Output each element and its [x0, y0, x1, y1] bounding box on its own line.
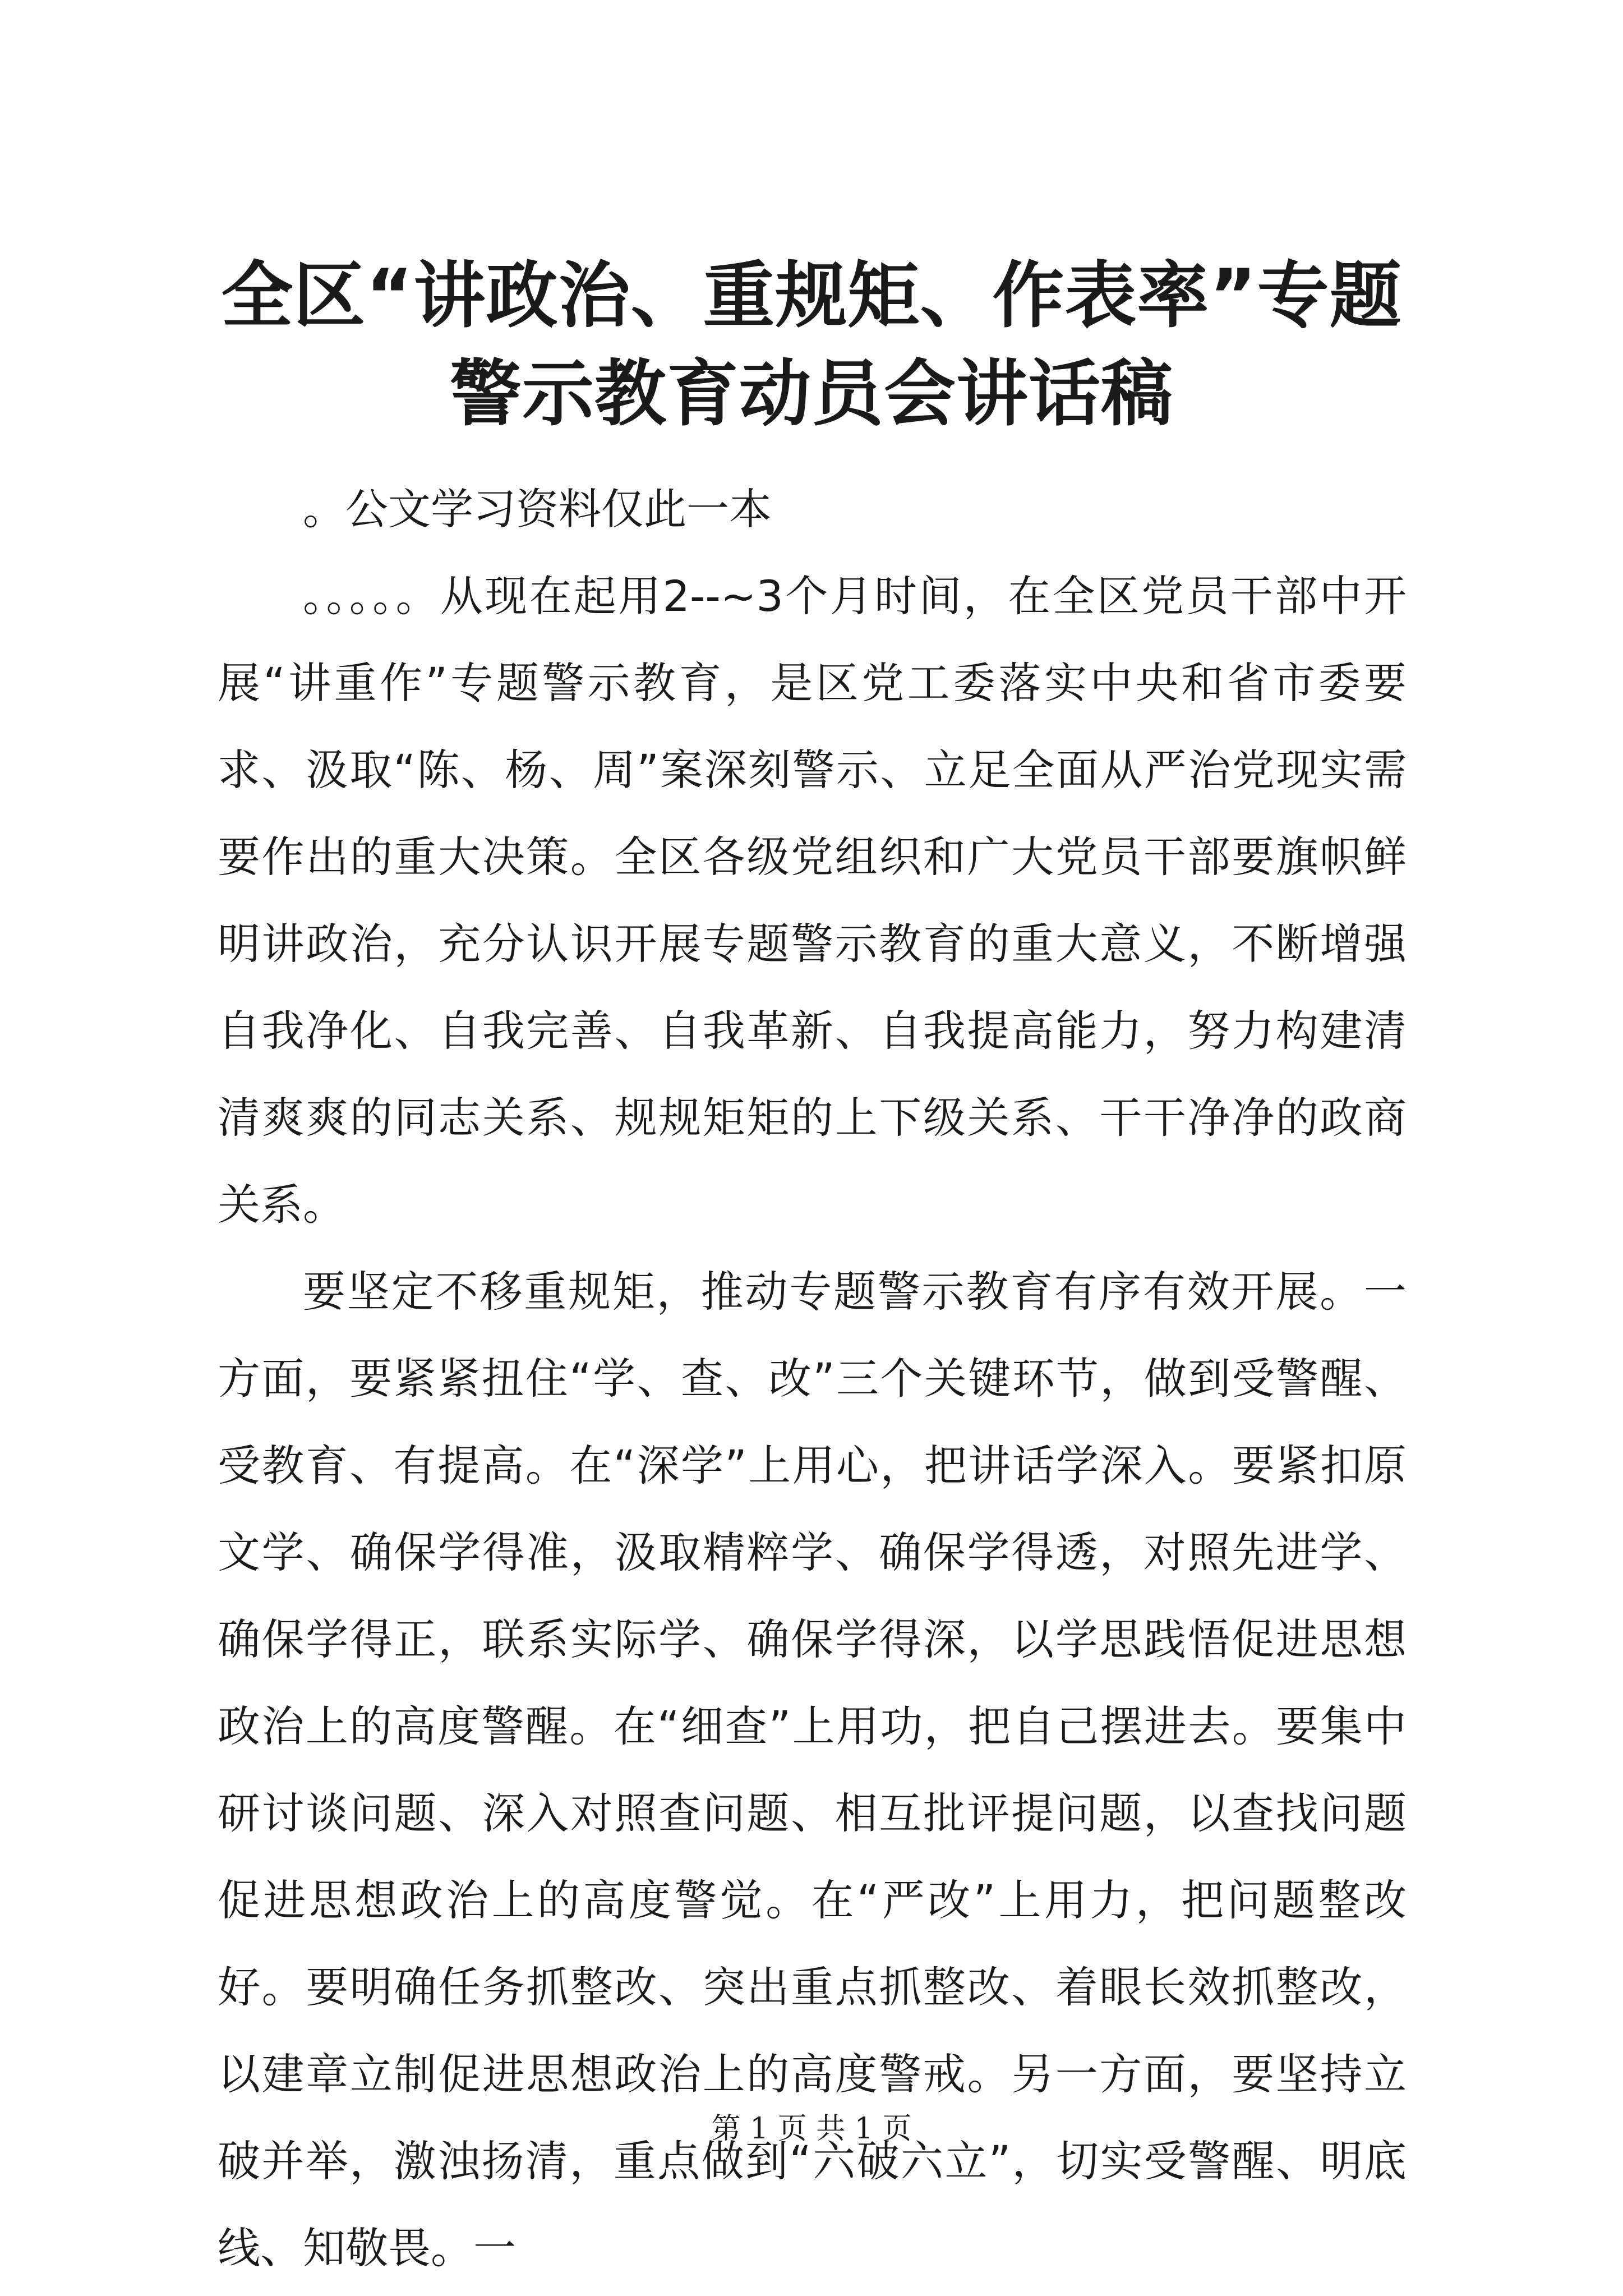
document-body	[218, 466, 1407, 2292]
paragraph-intro: 。。。。。从现在起用2--~3个月时间，在全区党员干部中开展“讲重作”专题警示教育，是区党工委落实中央和省市委要求、汲取“陈、杨、周”案深刻警示、立足全面从严治党现实需要作出的重大决策。全区各级党组织和广大党员干部要旗帜鲜明讲政治，充分认识开展专题警示教育的重大意义，不断增强自我净化、自我完善、自我革新、自我提高能力，努力构建清清爽爽的同志关系、规规矩矩的上下级关系、干干净净的政商关系。	[218, 571, 1407, 1230]
document-title: 全区“讲政治、重规矩、作表率”专题警示教育动员会讲话稿	[221, 254, 1402, 436]
paragraph-note: 。公文学习资料仅此一本	[303, 484, 772, 534]
page-footer: 第 1 页 共 1 页	[711, 2112, 912, 2146]
paragraph-rules: 要坚定不移重规矩，推动专题警示教育有序有效开展。一方面，要紧紧扭住“学、查、改”三个关键环节，做到受警醒、受教育、有提高。在“深学”上用心，把讲话学深入。要紧扣原文学、确保学得准，汲取精粹学、确保学得透，对照先进学、确保学得正，联系实际学、确保学得深，以学思践悟促进思想政治上的高度警醒。在“细查”上用功，把自己摆进去。要集中研讨谈问题、深入对照查问题、相互批评提问题，以查找问题促进思想政治上的高度警觉。在“严改”上用力，把问题整改好。要明确任务抓整改、突出重点抓整改、着眼长效抓整改，以建章立制促进思想政治上的高度警戒。另一方面，要坚持立破并举，激浊扬清，重点做到“六破六立”，切实受警醒、明底线、知敬畏。一	[218, 1267, 1407, 2273]
